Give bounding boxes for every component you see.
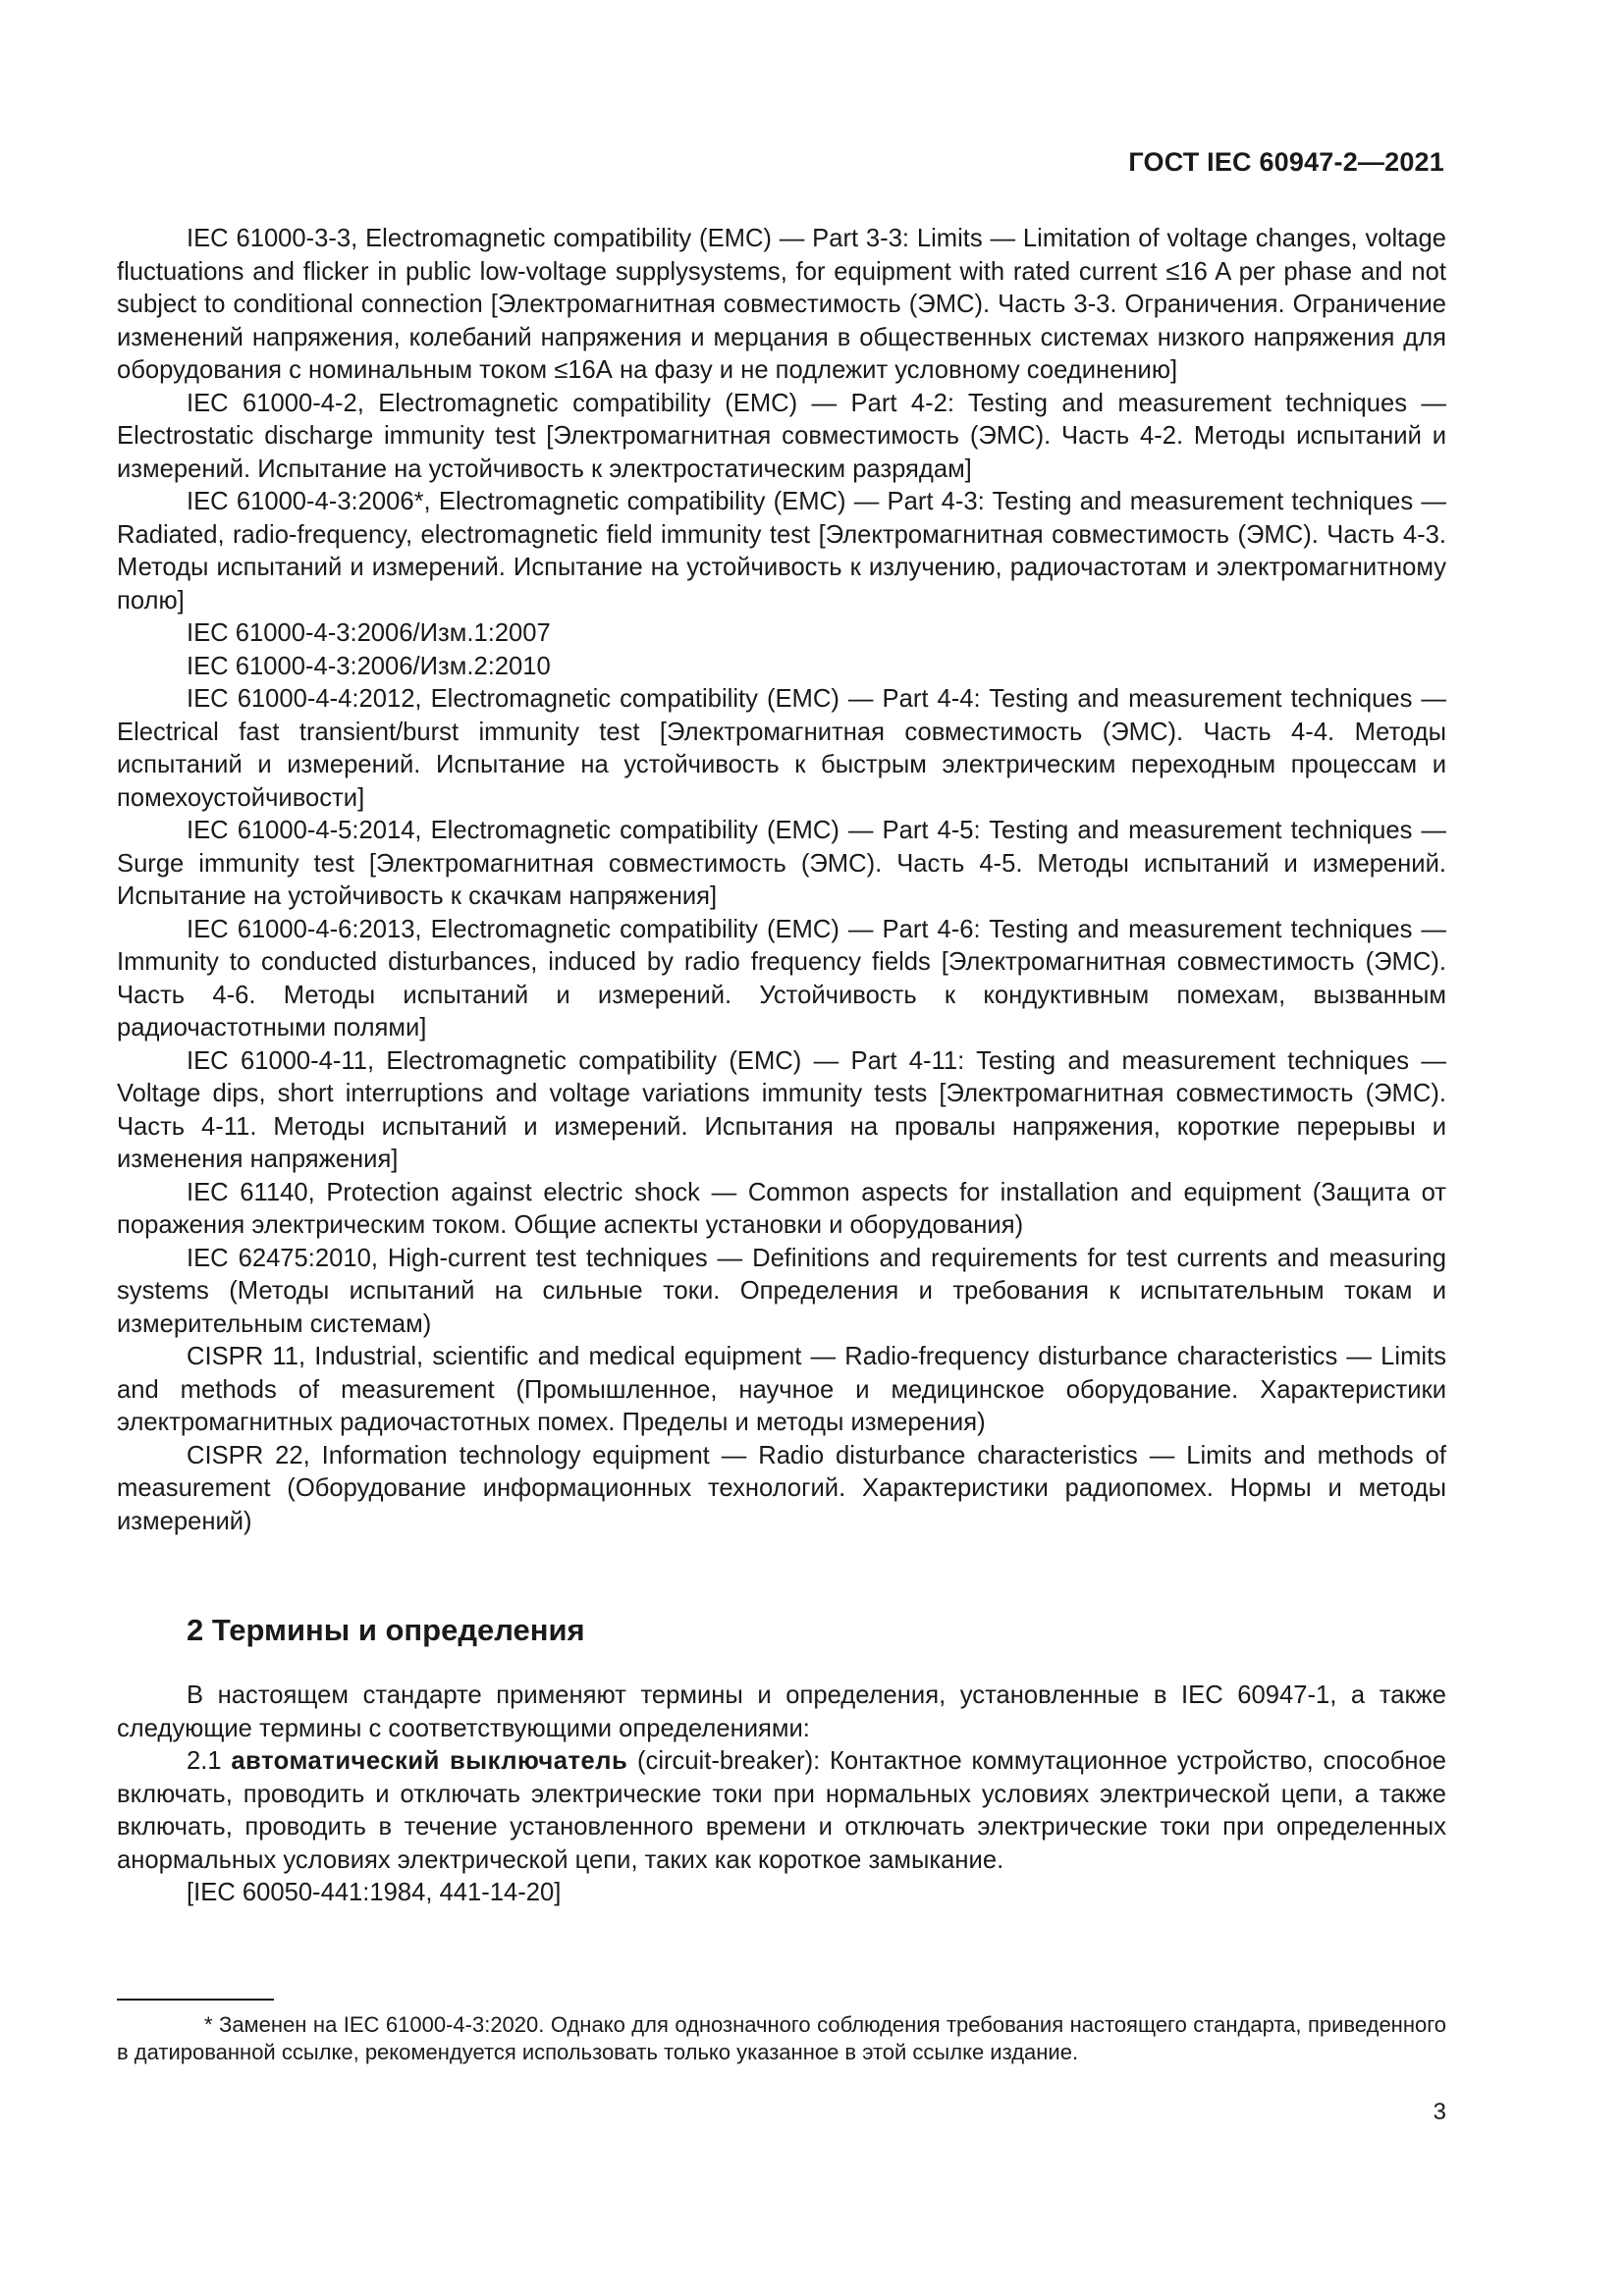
reference-item: CISPR 22, Information technology equipment — Radio disturbance characteristics — Limits and methods of measurement (Оборудование информационных технологий. Характеристики радиопомех. Нормы и методы измерений) (117, 1441, 1446, 1535)
term-source: [IEC 60050-441:1984, 441-14-20] (187, 1879, 562, 1906)
footnote: * Заменен на IEC 61000-4-3:2020. Однако для однозначного соблюдения требования настоящего стандарта, приведенного в датированной ссылке, рекомендуется использовать только указанное в этой ссылке издание. (117, 2012, 1446, 2064)
reference-item: IEC 61000-3-3, Electromagnetic compatibility (EMC) — Part 3-3: Limits — Limitation of voltage changes, voltage fluctuations and flicker in public low-voltage supplysystems, for equipment with rated current ≤16 A per phase and not subject to conditional connection [Электромагнитная совместимость (ЭМС). Часть 3-3. Ограничения. Ограничение изменений напряжения, колебаний напряжения и мерцания в общественных системах низкого напряжения для оборудования с номинальным током ≤16А на фазу и не подлежит условному соединению] (117, 225, 1446, 384)
reference-item: IEC 61000-4-2, Electromagnetic compatibility (EMC) — Part 4-2: Testing and measurement techniques — Electrostatic discharge immunity test [Электромагнитная совместимость (ЭМС). Часть 4-2. Методы испытаний и измерений. Испытание на устойчивость к электростатическим разрядам] (117, 389, 1446, 483)
page-number: 3 (1433, 2099, 1446, 2125)
reference-item: IEC 61000-4-4:2012, Electromagnetic compatibility (EMC) — Part 4-4: Testing and measurement techniques — Electrical fast transient/burst immunity test [Электромагнитная совместимость (ЭМС). Часть 4-4. Методы испытаний и измерений. Испытание на устойчивость к быстрым электрическим переходным процессам и помехоустойчивости] (117, 685, 1446, 812)
section-body (117, 1680, 1446, 1910)
reference-item: IEC 61000-4-11, Electromagnetic compatibility (EMC) — Part 4-11: Testing and measurement techniques — Voltage dips, short interruptions and voltage variations immunity tests [Электромагнитная совместимость (ЭМС). Часть 4-11. Методы испытаний и измерений. Испытания на провалы напряжения, короткие перерывы и изменения напряжения] (117, 1046, 1446, 1173)
document-header: ГОСТ IEC 60947-2—2021 (1128, 147, 1444, 177)
term-definition (117, 1745, 1446, 1877)
section-intro: В настоящем стандарте применяют термины и определения, установленные в IEC 60947-1, а также следующие термины с соответствующими определениями: (117, 1682, 1446, 1742)
reference-item: IEC 61000-4-3:2006/Изм.2:2010 (187, 652, 551, 680)
term-definition-text: (circuit-breaker): Контактное коммутационное устройство, способное включать, проводить и отключать электрические токи при нормальных условиях электрической цепи, а также включать, проводить в течение установленного времени и отключать электрические токи при определенных анормальных условиях электрической цепи, таких как короткое замыкание. (117, 1747, 1446, 1874)
reference-item: IEC 61000-4-5:2014, Electromagnetic compatibility (EMC) — Part 4-5: Testing and measurement techniques — Surge immunity test [Электромагнитная совместимость (ЭМС). Часть 4-5. Методы испытаний и измерений. Испытание на устойчивость к скачкам напряжения] (117, 817, 1446, 910)
footnote-divider (117, 1999, 274, 2001)
reference-item: IEC 61000-4-3:2006*, Electromagnetic compatibility (EMC) — Part 4-3: Testing and measurement techniques — Radiated, radio-frequency, electromagnetic field immunity test [Электромагнитная совместимость (ЭМС). Часть 4-3. Методы испытаний и измерений. Испытание на устойчивость к излучению, радиочастотам и электромагнитному полю] (117, 488, 1446, 614)
normative-references (117, 223, 1446, 1538)
reference-item: IEC 61140, Protection against electric shock — Common aspects for installation and equipment (Защита от поражения электрическим током. Общие аспекты установки и оборудования) (117, 1178, 1446, 1239)
reference-item: IEC 62475:2010, High-current test techniques — Definitions and requirements for test currents and measuring systems (Методы испытаний на сильные токи. Определения и требования к испытательным токам и измерительным системам) (117, 1244, 1446, 1338)
term-name: автоматический выключатель (231, 1747, 628, 1775)
reference-item: CISPR 11, Industrial, scientific and medical equipment — Radio-frequency disturbance characteristics — Limits and methods of measurement (Промышленное, научное и медицинское оборудование. Характеристики электромагнитных радиочастотных помех. Пределы и методы измерения) (117, 1343, 1446, 1436)
section-heading: 2 Термины и определения (187, 1613, 585, 1647)
term-number: 2.1 (187, 1747, 222, 1775)
reference-item: IEC 61000-4-3:2006/Изм.1:2007 (187, 619, 551, 647)
reference-item: IEC 61000-4-6:2013, Electromagnetic compatibility (EMC) — Part 4-6: Testing and measurement techniques — Immunity to conducted disturbances, induced by radio frequency fields [Электромагнитная совместимость (ЭМС). Часть 4-6. Методы испытаний и измерений. Устойчивость к кондуктивным помехам, вызванным радиочастотными полями] (117, 915, 1446, 1041)
